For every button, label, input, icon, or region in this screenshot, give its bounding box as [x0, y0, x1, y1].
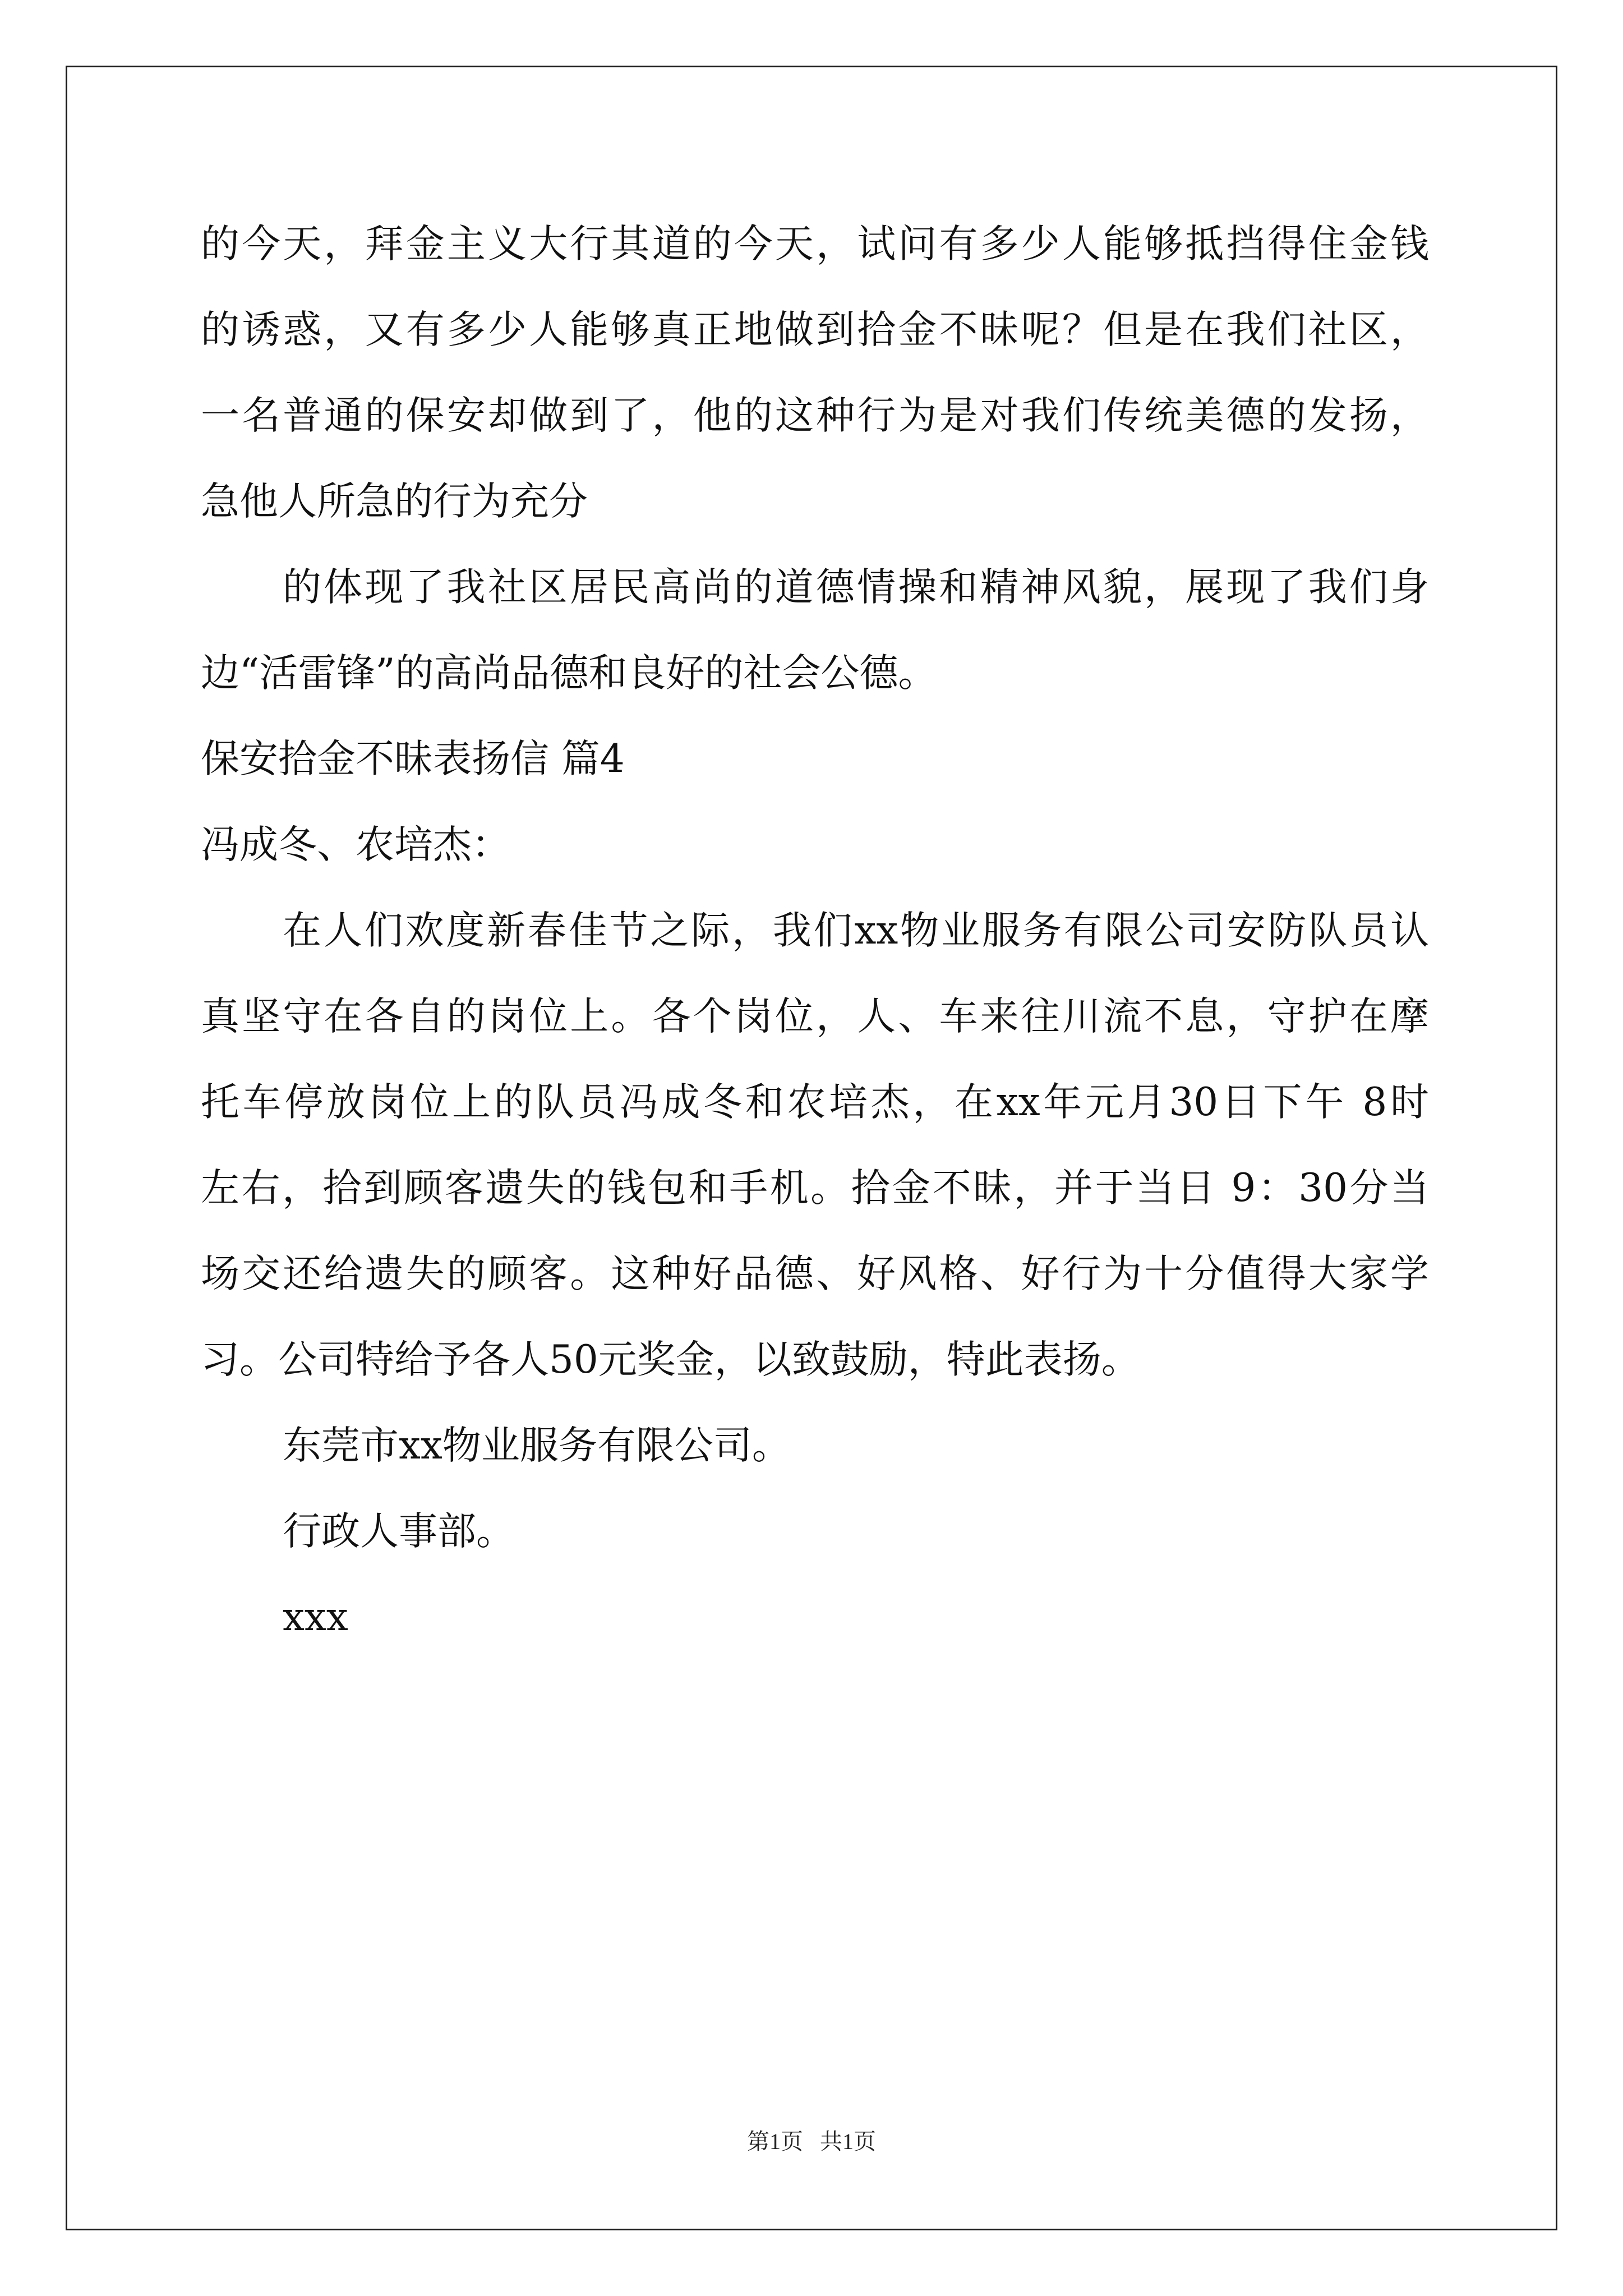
page-number-footer: 第1页 共1页	[747, 2129, 876, 2154]
paragraph-line: 习。公司特给予各人50元奖金，以致鼓励，特此表扬。	[201, 1337, 1140, 1382]
salutation: 冯成冬、农培杰：	[201, 822, 510, 867]
signature-date: xxx	[283, 1595, 348, 1640]
paragraph-line: 的诱惑，又有多少人能够真正地做到拾金不昧呢？但是在我们社区，	[201, 307, 1429, 352]
signature-department: 行政人事部。	[283, 1509, 515, 1554]
paragraph-line: 的体现了我社区居民高尚的道德情操和精神风貌，展现了我们身	[283, 565, 1429, 610]
paragraph-line: 左右，拾到顾客遗失的钱包和手机。拾金不昧，并于当日 9：30分当	[201, 1166, 1429, 1211]
paragraph-line: 的今天，拜金主义大行其道的今天，试问有多少人能够抵挡得住金钱	[201, 222, 1429, 266]
paragraph-line: 在人们欢度新春佳节之际，我们xx物业服务有限公司安防队员认	[283, 908, 1429, 953]
paragraph-line: 急他人所急的行为充分	[201, 479, 588, 524]
paragraph-line: 真坚守在各自的岗位上。各个岗位，人、车来往川流不息，守护在摩	[201, 994, 1429, 1039]
signature-company: 东莞市xx物业服务有限公司。	[283, 1423, 791, 1468]
section-heading: 保安拾金不昧表扬信 篇4	[201, 737, 625, 781]
document-body	[201, 223, 1429, 1682]
paragraph-line: 边“活雷锋”的高尚品德和良好的社会公德。	[201, 651, 937, 696]
paragraph-line: 一名普通的保安却做到了，他的这种行为是对我们传统美德的发扬，	[201, 393, 1429, 438]
paragraph-line: 托车停放岗位上的队员冯成冬和农培杰，在xx年元月30日下午 8时	[201, 1080, 1429, 1125]
paragraph-line: 场交还给遗失的顾客。这种好品德、好风格、好行为十分值得大家学	[201, 1251, 1429, 1296]
